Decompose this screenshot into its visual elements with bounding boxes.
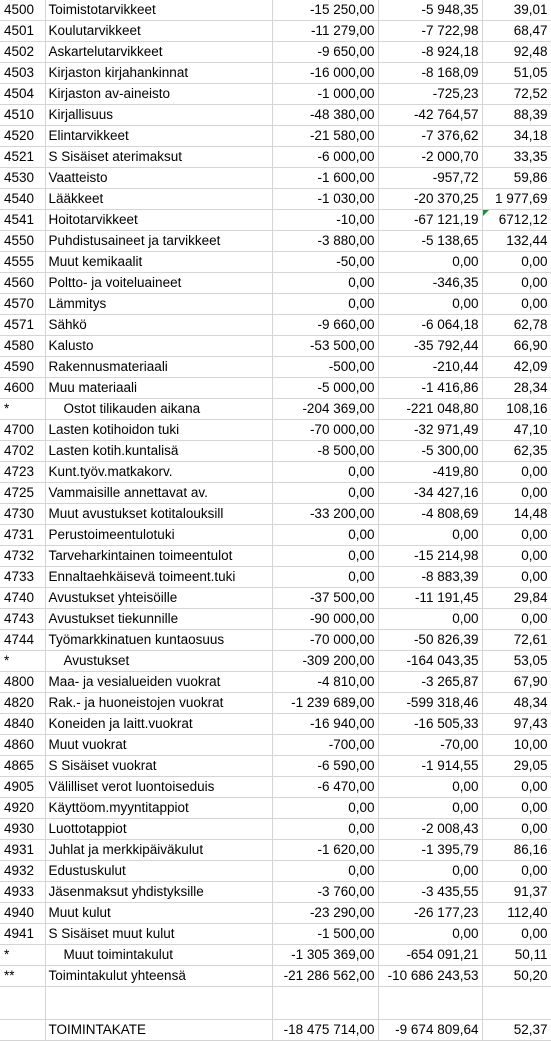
budget-value-cell[interactable]: -1 620,00 <box>272 840 378 861</box>
account-code-cell[interactable]: 4510 <box>0 105 45 126</box>
table-row <box>0 672 551 693</box>
actual-value-cell[interactable]: -5 300,00 <box>378 441 482 462</box>
percent-value-cell[interactable]: 0,00 <box>482 525 551 546</box>
table-row <box>0 189 551 210</box>
actual-value-cell[interactable]: -164 043,35 <box>378 651 482 672</box>
actual-value-cell[interactable]: -5 948,35 <box>378 0 482 21</box>
percent-value-cell[interactable]: 1 977,69 <box>482 189 551 210</box>
account-name-cell[interactable]: Askartelutarvikkeet <box>45 42 272 63</box>
account-name-cell[interactable]: Tarveharkintainen toimeentulot <box>45 546 272 567</box>
account-code-cell[interactable]: 4521 <box>0 147 45 168</box>
table-row <box>0 84 551 105</box>
budget-value-cell[interactable]: -9 650,00 <box>272 42 378 63</box>
budget-value-cell[interactable]: -16 000,00 <box>272 63 378 84</box>
percent-value-cell[interactable]: 0,00 <box>482 777 551 798</box>
account-name-cell[interactable]: Hoitotarvikkeet <box>45 210 272 231</box>
account-code-cell[interactable]: 4905 <box>0 777 45 798</box>
percent-value-cell[interactable]: 0,00 <box>482 252 551 273</box>
percent-value-cell[interactable]: 33,35 <box>482 147 551 168</box>
account-name-cell[interactable]: Kunt.työv.matkakorv. <box>45 462 272 483</box>
account-code-cell[interactable]: 4502 <box>0 42 45 63</box>
budget-value-cell[interactable]: -1 030,00 <box>272 189 378 210</box>
account-name-cell[interactable]: Luottotappiot <box>45 819 272 840</box>
table-row <box>0 210 551 231</box>
account-code-cell[interactable]: 4733 <box>0 567 45 588</box>
actual-value-cell[interactable]: -20 370,25 <box>378 189 482 210</box>
table-row <box>0 441 551 462</box>
budget-value-cell[interactable] <box>272 987 378 1020</box>
budget-value-cell[interactable]: -50,00 <box>272 252 378 273</box>
budget-value-cell[interactable]: 0,00 <box>272 483 378 504</box>
account-code-cell[interactable]: 4800 <box>0 672 45 693</box>
percent-value-cell[interactable]: 50,20 <box>482 966 551 987</box>
account-name-cell[interactable]: Kirjallisuus <box>45 105 272 126</box>
budget-value-cell[interactable]: -6 470,00 <box>272 777 378 798</box>
actual-value-cell[interactable]: -1 416,86 <box>378 378 482 399</box>
actual-value-cell[interactable]: -599 318,46 <box>378 693 482 714</box>
percent-value-cell[interactable]: 72,61 <box>482 630 551 651</box>
percent-value-cell[interactable]: 62,78 <box>482 315 551 336</box>
actual-value-cell[interactable]: -654 091,21 <box>378 945 482 966</box>
budget-value-cell[interactable]: 0,00 <box>272 546 378 567</box>
budget-value-cell[interactable]: -8 500,00 <box>272 441 378 462</box>
budget-value-cell[interactable]: -11 279,00 <box>272 21 378 42</box>
account-name-cell[interactable]: Ennaltaehkäisevä toimeent.tuki <box>45 567 272 588</box>
table-row <box>0 756 551 777</box>
budget-value-cell[interactable]: 0,00 <box>272 273 378 294</box>
actual-value-cell[interactable]: 0,00 <box>378 525 482 546</box>
budget-value-cell[interactable]: -9 660,00 <box>272 315 378 336</box>
table-row <box>0 462 551 483</box>
account-name-cell[interactable]: Rak.- ja huoneistojen vuokrat <box>45 693 272 714</box>
actual-value-cell[interactable]: -3 435,55 <box>378 882 482 903</box>
budget-value-cell[interactable]: -90 000,00 <box>272 609 378 630</box>
budget-value-cell[interactable]: -6 590,00 <box>272 756 378 777</box>
actual-value-cell[interactable]: -10 686 243,53 <box>378 966 482 987</box>
percent-value-cell[interactable]: 50,11 <box>482 945 551 966</box>
actual-value-cell[interactable]: -50 826,39 <box>378 630 482 651</box>
percent-value-cell[interactable]: 91,37 <box>482 882 551 903</box>
budget-value-cell[interactable]: -23 290,00 <box>272 903 378 924</box>
budget-value-cell[interactable]: -1 500,00 <box>272 924 378 945</box>
actual-value-cell[interactable]: -9 674 809,64 <box>378 1020 482 1041</box>
actual-value-cell[interactable]: -6 064,18 <box>378 315 482 336</box>
account-code-cell[interactable]: * <box>0 651 45 672</box>
table-row <box>0 21 551 42</box>
table-row <box>0 651 551 672</box>
table-row <box>0 546 551 567</box>
actual-value-cell[interactable]: -35 792,44 <box>378 336 482 357</box>
account-name-cell[interactable]: Jäsenmaksut yhdistyksille <box>45 882 272 903</box>
budget-value-cell[interactable]: -309 200,00 <box>272 651 378 672</box>
actual-value-cell[interactable]: -11 191,45 <box>378 588 482 609</box>
percent-value-cell[interactable] <box>482 987 551 1020</box>
account-code-cell[interactable]: 4931 <box>0 840 45 861</box>
account-code-cell[interactable]: 4920 <box>0 798 45 819</box>
percent-value-cell[interactable]: 0,00 <box>482 567 551 588</box>
account-code-cell[interactable]: 4930 <box>0 819 45 840</box>
percent-value-cell[interactable]: 0,00 <box>482 819 551 840</box>
budget-value-cell[interactable]: 0,00 <box>272 462 378 483</box>
actual-value-cell[interactable]: 0,00 <box>378 609 482 630</box>
account-name-cell[interactable]: Kirjaston av-aineisto <box>45 84 272 105</box>
account-code-cell[interactable] <box>0 1020 45 1041</box>
percent-value-cell[interactable]: 59,86 <box>482 168 551 189</box>
account-name-cell[interactable]: Muut toimintakulut <box>45 945 272 966</box>
account-name-cell[interactable]: Avustukset yhteisöille <box>45 588 272 609</box>
percent-value-cell[interactable]: 14,48 <box>482 504 551 525</box>
table-row <box>0 714 551 735</box>
table-row <box>0 693 551 714</box>
account-name-cell[interactable]: Juhlat ja merkkipäiväkulut <box>45 840 272 861</box>
table-row <box>0 483 551 504</box>
percent-value-cell[interactable]: 0,00 <box>482 924 551 945</box>
table-row <box>0 294 551 315</box>
table-row <box>0 798 551 819</box>
budget-value-cell[interactable]: -3 760,00 <box>272 882 378 903</box>
percent-value-cell[interactable]: 0,00 <box>482 546 551 567</box>
account-name-cell[interactable]: Sähkö <box>45 315 272 336</box>
actual-value-cell[interactable]: -67 121,19 <box>378 210 482 231</box>
account-code-cell[interactable]: 4933 <box>0 882 45 903</box>
account-name-cell[interactable]: Välilliset verot luontoiseduis <box>45 777 272 798</box>
budget-value-cell[interactable]: -5 000,00 <box>272 378 378 399</box>
account-name-cell[interactable] <box>45 987 272 1020</box>
account-code-cell[interactable]: 4503 <box>0 63 45 84</box>
table-row <box>0 168 551 189</box>
account-code-cell[interactable]: 4731 <box>0 525 45 546</box>
budget-value-cell[interactable]: -15 250,00 <box>272 0 378 21</box>
account-name-cell[interactable]: Edustuskulut <box>45 861 272 882</box>
percent-value-cell[interactable]: 0,00 <box>482 273 551 294</box>
table-row <box>0 357 551 378</box>
actual-value-cell[interactable]: -2 000,70 <box>378 147 482 168</box>
percent-value-cell[interactable]: 10,00 <box>482 735 551 756</box>
percent-value-cell[interactable]: 39,01 <box>482 0 551 21</box>
table-row <box>0 819 551 840</box>
table-row <box>0 1020 551 1041</box>
account-code-cell[interactable]: 4840 <box>0 714 45 735</box>
account-name-cell[interactable]: Koneiden ja laitt.vuokrat <box>45 714 272 735</box>
actual-value-cell[interactable]: -210,44 <box>378 357 482 378</box>
account-name-cell[interactable]: Kirjaston kirjahankinnat <box>45 63 272 84</box>
spacer-row <box>0 987 551 1020</box>
actual-value-cell[interactable] <box>378 987 482 1020</box>
actual-value-cell[interactable]: -3 265,87 <box>378 672 482 693</box>
account-name-cell[interactable]: Lasten kotih.kuntalisä <box>45 441 272 462</box>
actual-value-cell[interactable]: -70,00 <box>378 735 482 756</box>
percent-value-cell[interactable]: 68,47 <box>482 21 551 42</box>
actual-value-cell[interactable]: -2 008,43 <box>378 819 482 840</box>
account-code-cell[interactable]: 4732 <box>0 546 45 567</box>
account-name-cell[interactable]: Muut kemikaalit <box>45 252 272 273</box>
budget-value-cell[interactable]: -53 500,00 <box>272 336 378 357</box>
percent-value-cell[interactable]: 28,34 <box>482 378 551 399</box>
account-code-cell[interactable]: * <box>0 945 45 966</box>
actual-value-cell[interactable]: -34 427,16 <box>378 483 482 504</box>
percent-value-cell[interactable]: 108,16 <box>482 399 551 420</box>
budget-value-cell[interactable]: -1 305 369,00 <box>272 945 378 966</box>
account-name-cell[interactable]: Lääkkeet <box>45 189 272 210</box>
account-code-cell[interactable]: 4560 <box>0 273 45 294</box>
account-name-cell[interactable]: Elintarvikkeet <box>45 126 272 147</box>
percent-value-cell[interactable]: 47,10 <box>482 420 551 441</box>
budget-value-cell[interactable]: -1 239 689,00 <box>272 693 378 714</box>
actual-value-cell[interactable]: 0,00 <box>378 252 482 273</box>
account-code-cell[interactable]: 4501 <box>0 21 45 42</box>
table-row <box>0 378 551 399</box>
table-row <box>0 0 551 21</box>
budget-value-cell[interactable]: -70 000,00 <box>272 420 378 441</box>
actual-value-cell[interactable]: -8 924,18 <box>378 42 482 63</box>
account-code-cell[interactable]: 4555 <box>0 252 45 273</box>
percent-value-cell[interactable]: 0,00 <box>482 609 551 630</box>
account-name-cell[interactable]: Vaatteisto <box>45 168 272 189</box>
actual-value-cell[interactable]: -15 214,98 <box>378 546 482 567</box>
percent-value-cell[interactable]: 29,84 <box>482 588 551 609</box>
budget-value-cell[interactable]: -18 475 714,00 <box>272 1020 378 1041</box>
percent-value-cell[interactable]: 48,34 <box>482 693 551 714</box>
budget-value-cell[interactable]: 0,00 <box>272 798 378 819</box>
account-code-cell[interactable]: 4540 <box>0 189 45 210</box>
account-code-cell[interactable]: 4865 <box>0 756 45 777</box>
table-row <box>0 630 551 651</box>
account-code-cell[interactable]: 4541 <box>0 210 45 231</box>
account-name-cell[interactable]: S Sisäiset muut kulut <box>45 924 272 945</box>
percent-value-cell[interactable]: 88,39 <box>482 105 551 126</box>
actual-value-cell[interactable]: -957,72 <box>378 168 482 189</box>
account-code-cell[interactable]: 4725 <box>0 483 45 504</box>
account-name-cell[interactable]: Käyttöom.myyntitappiot <box>45 798 272 819</box>
account-code-cell[interactable]: 4590 <box>0 357 45 378</box>
actual-value-cell[interactable]: -1 395,79 <box>378 840 482 861</box>
account-code-cell[interactable]: * <box>0 399 45 420</box>
budget-value-cell[interactable]: -6 000,00 <box>272 147 378 168</box>
actual-value-cell[interactable]: -346,35 <box>378 273 482 294</box>
table-row <box>0 777 551 798</box>
account-name-cell[interactable]: Perustoimeentulotuki <box>45 525 272 546</box>
account-name-cell[interactable]: Koulutarvikkeet <box>45 21 272 42</box>
percent-value-cell[interactable]: 0,00 <box>482 861 551 882</box>
account-code-cell[interactable]: 4941 <box>0 924 45 945</box>
table-row <box>0 42 551 63</box>
percent-value-cell[interactable]: 34,18 <box>482 126 551 147</box>
table-row <box>0 840 551 861</box>
actual-value-cell[interactable]: -8 883,39 <box>378 567 482 588</box>
table-row <box>0 966 551 987</box>
percent-value-cell[interactable]: 72,52 <box>482 84 551 105</box>
account-name-cell[interactable]: Lasten kotihoidon tuki <box>45 420 272 441</box>
percent-value-cell[interactable]: 0,00 <box>482 483 551 504</box>
account-name-cell[interactable]: Muut avustukset kotitalouksill <box>45 504 272 525</box>
account-name-cell[interactable]: Ostot tilikauden aikana <box>45 399 272 420</box>
percent-value-cell[interactable]: 42,09 <box>482 357 551 378</box>
account-code-cell[interactable]: 4500 <box>0 0 45 21</box>
account-code-cell[interactable]: 4550 <box>0 231 45 252</box>
table-row <box>0 420 551 441</box>
budget-value-cell[interactable]: -33 200,00 <box>272 504 378 525</box>
account-code-cell[interactable]: 4743 <box>0 609 45 630</box>
account-code-cell[interactable]: 4700 <box>0 420 45 441</box>
percent-value-cell[interactable]: 51,05 <box>482 63 551 84</box>
account-code-cell[interactable]: 4530 <box>0 168 45 189</box>
account-name-cell[interactable]: Avustukset tiekunnille <box>45 609 272 630</box>
account-name-cell[interactable]: S Sisäiset aterimaksut <box>45 147 272 168</box>
table-row <box>0 231 551 252</box>
actual-value-cell[interactable]: -5 138,65 <box>378 231 482 252</box>
budget-value-cell[interactable]: -37 500,00 <box>272 588 378 609</box>
account-name-cell[interactable]: Avustukset <box>45 651 272 672</box>
budget-value-cell[interactable]: 0,00 <box>272 567 378 588</box>
budget-value-cell[interactable]: -21 580,00 <box>272 126 378 147</box>
budget-value-cell[interactable]: -3 880,00 <box>272 231 378 252</box>
account-name-cell[interactable]: Toimintakulut yhteensä <box>45 966 272 987</box>
account-code-cell[interactable]: 4600 <box>0 378 45 399</box>
budget-value-cell[interactable]: -700,00 <box>272 735 378 756</box>
account-code-cell[interactable]: ** <box>0 966 45 987</box>
percent-value-cell[interactable]: 67,90 <box>482 672 551 693</box>
account-name-cell[interactable]: Maa- ja vesialueiden vuokrat <box>45 672 272 693</box>
actual-value-cell[interactable]: -7 376,62 <box>378 126 482 147</box>
actual-value-cell[interactable]: -221 048,80 <box>378 399 482 420</box>
table-row <box>0 882 551 903</box>
budget-value-cell[interactable]: 0,00 <box>272 861 378 882</box>
account-name-cell[interactable]: Muut vuokrat <box>45 735 272 756</box>
percent-value-cell[interactable]: 66,90 <box>482 336 551 357</box>
account-name-cell[interactable]: Muu materiaali <box>45 378 272 399</box>
account-code-cell[interactable]: 4571 <box>0 315 45 336</box>
account-code-cell[interactable] <box>0 987 45 1020</box>
table-row <box>0 735 551 756</box>
actual-value-cell[interactable]: -16 505,33 <box>378 714 482 735</box>
budget-value-cell[interactable]: -1 600,00 <box>272 168 378 189</box>
budget-value-cell[interactable]: -4 810,00 <box>272 672 378 693</box>
account-name-cell[interactable]: Muut kulut <box>45 903 272 924</box>
actual-value-cell[interactable]: 0,00 <box>378 777 482 798</box>
percent-value-cell[interactable]: 132,44 <box>482 231 551 252</box>
percent-value-cell[interactable]: 92,48 <box>482 42 551 63</box>
percent-value-cell[interactable]: 0,00 <box>482 798 551 819</box>
budget-value-cell[interactable]: -1 000,00 <box>272 84 378 105</box>
account-name-cell[interactable]: Puhdistusaineet ja tarvikkeet <box>45 231 272 252</box>
actual-value-cell[interactable]: 0,00 <box>378 294 482 315</box>
account-code-cell[interactable]: 4940 <box>0 903 45 924</box>
account-name-cell[interactable]: TOIMINTAKATE <box>45 1020 272 1041</box>
budget-value-cell[interactable]: -204 369,00 <box>272 399 378 420</box>
account-name-cell[interactable]: Toimistotarvikkeet <box>45 0 272 21</box>
account-code-cell[interactable]: 4570 <box>0 294 45 315</box>
account-name-cell[interactable]: Poltto- ja voiteluaineet <box>45 273 272 294</box>
percent-value-cell[interactable]: 6712,12 <box>482 210 551 231</box>
table-row <box>0 315 551 336</box>
table-row <box>0 504 551 525</box>
account-code-cell[interactable]: 4723 <box>0 462 45 483</box>
account-name-cell[interactable]: S Sisäiset vuokrat <box>45 756 272 777</box>
table-row <box>0 63 551 84</box>
account-name-cell[interactable]: Vammaisille annettavat av. <box>45 483 272 504</box>
account-code-cell[interactable]: 4744 <box>0 630 45 651</box>
budget-value-cell[interactable]: -500,00 <box>272 357 378 378</box>
table-row <box>0 336 551 357</box>
actual-value-cell[interactable]: -4 808,69 <box>378 504 482 525</box>
actual-value-cell[interactable]: 0,00 <box>378 924 482 945</box>
actual-value-cell[interactable]: 0,00 <box>378 798 482 819</box>
actual-value-cell[interactable]: -8 168,09 <box>378 63 482 84</box>
actual-value-cell[interactable]: -725,23 <box>378 84 482 105</box>
table-row <box>0 567 551 588</box>
account-code-cell[interactable]: 4702 <box>0 441 45 462</box>
account-code-cell[interactable]: 4580 <box>0 336 45 357</box>
budget-value-cell[interactable]: 0,00 <box>272 819 378 840</box>
actual-value-cell[interactable]: -26 177,23 <box>378 903 482 924</box>
account-code-cell[interactable]: 4520 <box>0 126 45 147</box>
table-row <box>0 945 551 966</box>
table-row <box>0 147 551 168</box>
budget-value-cell[interactable]: -21 286 562,00 <box>272 966 378 987</box>
table-row <box>0 525 551 546</box>
account-code-cell[interactable]: 4932 <box>0 861 45 882</box>
actual-value-cell[interactable]: -42 764,57 <box>378 105 482 126</box>
account-name-cell[interactable]: Kalusto <box>45 336 272 357</box>
percent-value-cell[interactable]: 112,40 <box>482 903 551 924</box>
account-code-cell[interactable]: 4860 <box>0 735 45 756</box>
actual-value-cell[interactable]: -419,80 <box>378 462 482 483</box>
percent-value-cell[interactable]: 0,00 <box>482 294 551 315</box>
table-row <box>0 588 551 609</box>
budget-value-cell[interactable]: 0,00 <box>272 525 378 546</box>
account-code-cell[interactable]: 4730 <box>0 504 45 525</box>
percent-value-cell[interactable]: 97,43 <box>482 714 551 735</box>
budget-value-cell[interactable]: -10,00 <box>272 210 378 231</box>
table-row <box>0 609 551 630</box>
actual-value-cell[interactable]: -1 914,55 <box>378 756 482 777</box>
percent-value-cell[interactable]: 29,05 <box>482 756 551 777</box>
budget-value-cell[interactable]: 0,00 <box>272 294 378 315</box>
budget-value-cell[interactable]: -16 940,00 <box>272 714 378 735</box>
table-row <box>0 399 551 420</box>
table-row <box>0 252 551 273</box>
actual-value-cell[interactable]: -7 722,98 <box>378 21 482 42</box>
account-code-cell[interactable]: 4820 <box>0 693 45 714</box>
actual-value-cell[interactable]: 0,00 <box>378 861 482 882</box>
account-name-cell[interactable]: Työmarkkinatuen kuntaosuus <box>45 630 272 651</box>
table-row <box>0 861 551 882</box>
table-row <box>0 126 551 147</box>
table-row <box>0 903 551 924</box>
account-code-cell[interactable]: 4740 <box>0 588 45 609</box>
account-name-cell[interactable]: Lämmitys <box>45 294 272 315</box>
account-name-cell[interactable]: Rakennusmateriaali <box>45 357 272 378</box>
percent-value-cell[interactable]: 62,35 <box>482 441 551 462</box>
budget-value-cell[interactable]: -70 000,00 <box>272 630 378 651</box>
table-row <box>0 273 551 294</box>
actual-value-cell[interactable]: -32 971,49 <box>378 420 482 441</box>
budget-value-cell[interactable]: -48 380,00 <box>272 105 378 126</box>
percent-value-cell[interactable]: 0,00 <box>482 462 551 483</box>
percent-value-cell[interactable]: 52,37 <box>482 1020 551 1041</box>
table-row <box>0 105 551 126</box>
percent-value-cell[interactable]: 86,16 <box>482 840 551 861</box>
percent-value-cell[interactable]: 53,05 <box>482 651 551 672</box>
account-code-cell[interactable]: 4504 <box>0 84 45 105</box>
table-row <box>0 924 551 945</box>
